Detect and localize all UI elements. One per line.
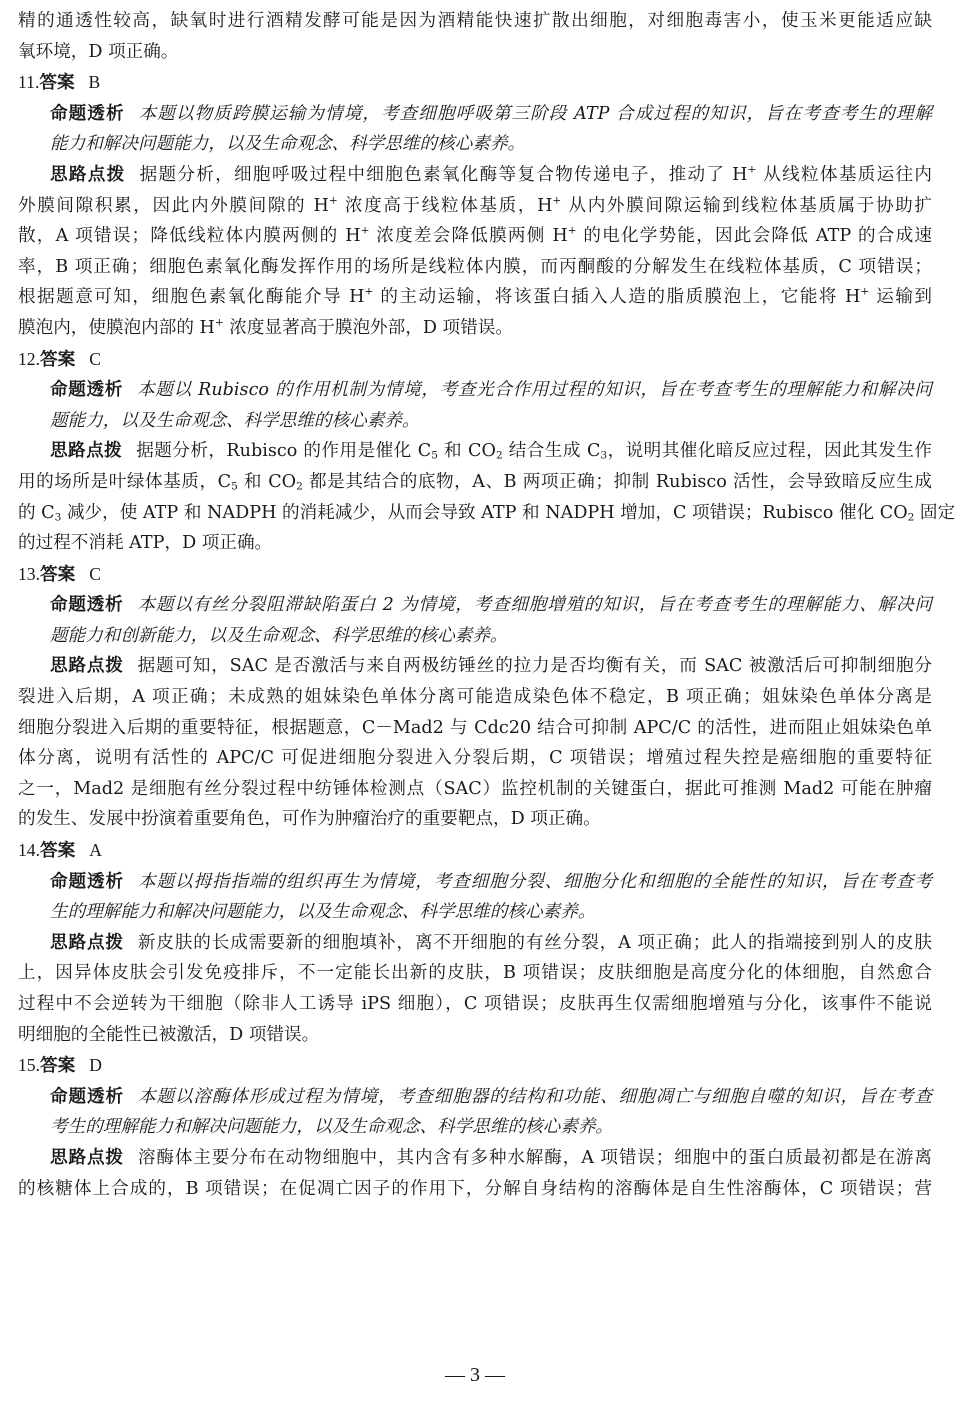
question-block-13 — [18, 559, 932, 835]
perspective-label: 命题透析 — [50, 595, 124, 616]
text-segment: 固定 — [914, 502, 955, 523]
text-segment: 的 C — [18, 502, 55, 523]
analysis-label: 思路点拨 — [50, 441, 123, 462]
perspective-text: 本题以拇指指端的组织再生为情境，考查细胞分裂、细胞分化和细胞的全能性的知识，旨在考查考 — [137, 871, 932, 892]
superscript: + — [567, 224, 577, 237]
analysis-line — [18, 743, 932, 774]
text-segment: 裂进入后期，A 项正确；未成熟的姐妹染色单体分离可能造成染色体不稳定，B 项正确；姐妹染色单体分离是 — [18, 687, 932, 708]
answer-heading — [18, 67, 932, 99]
analysis-line — [18, 313, 932, 344]
text-segment: 明细胞的全能性已被激活，D 项错误。 — [18, 1024, 320, 1045]
subscript: 2 — [296, 480, 303, 493]
answer-label: 答案 — [40, 841, 76, 862]
question-number: 13. — [18, 563, 40, 584]
analysis-line — [18, 528, 932, 559]
analysis-line — [18, 467, 932, 498]
text-segment: 和 CO — [237, 471, 297, 492]
perspective-line — [18, 375, 932, 406]
analysis-line — [18, 282, 932, 313]
text-segment: 散，A 项错误；降低线粒体内膜两侧的 H — [18, 226, 361, 247]
superscript: + — [552, 194, 562, 207]
answer-heading — [18, 559, 932, 591]
text-segment: 的核糖体上合成的，B 项错误；在促凋亡因子的作用下，分解自身结构的溶酶体是自生性溶酶体，C 项错误；营 — [18, 1178, 932, 1199]
analysis-line — [18, 252, 932, 283]
text-segment: 用的场所是叶绿体基质，C — [18, 471, 232, 492]
analysis-line — [18, 221, 932, 252]
question-block-12 — [18, 344, 955, 559]
perspective-label: 命题透析 — [50, 1086, 124, 1107]
perspective-text: 本题以物质跨膜运输为情境，考查细胞呼吸第三阶段 ATP 合成过程的知识，旨在考查考生的理解 — [138, 103, 932, 124]
question-number: 11. — [18, 72, 40, 93]
text-segment: 外膜间隙积累，因此内外膜间隙的 H — [18, 195, 329, 216]
text-segment: 浓度显著高于膜泡外部，D 项错误。 — [223, 317, 513, 338]
perspective-text: 生的理解能力和解决问题能力，以及生命观念、科学思维的核心素养。 — [50, 902, 596, 923]
subscript: 2 — [907, 511, 915, 524]
text-segment: 据题分析，细胞呼吸过程中细胞色素氧化酶等复合物传递电子，推动了 H — [139, 164, 748, 185]
analysis-line — [18, 989, 932, 1020]
text-segment: 的主动运输，将该蛋白插入人造的脂质膜泡上，它能将 H — [373, 287, 861, 308]
perspective-line — [18, 897, 932, 928]
text-segment: 的发生、发展中扮演着重要角色，可作为肿瘤治疗的重要靶点，D 项正确。 — [18, 809, 601, 830]
perspective-text: 题能力，以及生命观念、科学思维的核心素养。 — [50, 410, 420, 431]
superscript: + — [860, 285, 870, 298]
analysis-line — [18, 804, 932, 835]
subscript: 2 — [495, 449, 503, 462]
analysis-line — [18, 498, 955, 529]
analysis-label: 思路点拨 — [50, 1147, 124, 1168]
analysis-label: 思路点拨 — [50, 932, 124, 953]
superscript: + — [328, 194, 338, 207]
answer-label: 答案 — [40, 564, 76, 585]
perspective-line — [18, 129, 932, 160]
perspective-label: 命题透析 — [50, 871, 124, 892]
text-segment: ，说明其催化暗反应过程，因此其发生作 — [607, 441, 932, 462]
analysis-label: 思路点拨 — [50, 656, 124, 677]
text-segment: 从内外膜间隙运输到线粒体基质属于协助扩 — [561, 195, 932, 216]
answer-content — [18, 6, 955, 1204]
answer-label: 答案 — [40, 349, 76, 370]
answer-value: C — [89, 348, 101, 369]
text-segment: 率，B 项正确；细胞色素氧化酶发挥作用的场所是线粒体内膜，而丙酮酸的分解发生在线粒体基质，C 项错误； — [18, 256, 932, 277]
text-segment: 从线粒体基质运往内 — [756, 164, 932, 185]
perspective-line — [18, 590, 932, 621]
perspective-text: 考生的理解能力和解决问题能力，以及生命观念、科学思维的核心素养。 — [50, 1117, 614, 1138]
text-segment: 浓度差会降低膜两侧 H — [369, 226, 568, 247]
text-segment: 和 CO — [437, 441, 496, 462]
analysis-line — [18, 774, 932, 805]
perspective-label: 命题透析 — [50, 380, 124, 401]
text-segment: 体分离，说明有活性的 APC/C 可促进细胞分裂进入分裂后期，C 项错误；增殖过程失控是癌细胞的重要特征 — [18, 748, 932, 769]
text-segment: 运输到 — [869, 287, 933, 308]
analysis-line — [18, 160, 932, 191]
superscript: + — [364, 285, 374, 298]
analysis-line — [18, 682, 932, 713]
subscript: 3 — [600, 449, 608, 462]
perspective-line — [18, 621, 932, 652]
perspective-text: 本题以 Rubisco 的作用机制为情境，考查光合作用过程的知识，旨在考查考生的理解能力和解决问 — [137, 380, 932, 401]
answer-heading — [18, 1050, 932, 1082]
analysis-line — [18, 713, 932, 744]
question-block-15 — [18, 1050, 932, 1204]
text-segment: 据题可知，SAC 是否激活与来自两极纺锤丝的拉力是否均衡有关，而 SAC 被激活后可抑制细胞分 — [137, 656, 932, 677]
superscript: + — [747, 163, 757, 176]
text-segment: 据题分析，Rubisco 的作用是催化 C — [136, 441, 432, 462]
text-segment: 结合生成 C — [502, 441, 601, 462]
subscript: 5 — [431, 449, 438, 462]
page-number: — 3 — — [445, 1364, 505, 1386]
answer-heading — [18, 344, 932, 376]
superscript: + — [214, 316, 224, 329]
perspective-line — [18, 1112, 932, 1143]
text-segment: 新皮肤的长成需要新的细胞填补，离不开细胞的有丝分裂，A 项正确；此人的指端接到别人的皮肤 — [137, 932, 932, 953]
answer-value: B — [88, 72, 101, 93]
text-segment: 的过程不消耗 ATP，D 项正确。 — [18, 533, 273, 554]
question-number: 14. — [18, 840, 40, 861]
analysis-line — [18, 1174, 932, 1205]
perspective-line — [18, 99, 932, 130]
text-segment: 之一，Mad2 是细胞有丝分裂过程中纺锤体检测点（SAC）监控机制的关键蛋白，据此可推测 Mad2 可能在肿瘤 — [18, 778, 932, 799]
text-segment: 根据题意可知，细胞色素氧化酶能介导 H — [18, 287, 365, 308]
answer-value: C — [89, 563, 101, 584]
perspective-text: 本题以溶酶体形成过程为情境，考查细胞器的结构和功能、细胞凋亡与细胞自噬的知识，旨在考查 — [137, 1086, 932, 1107]
answer-heading — [18, 835, 932, 867]
perspective-text: 本题以有丝分裂阻滞缺陷蛋白 2 为情境，考查细胞增殖的知识，旨在考查考生的理解能力、解决问 — [137, 595, 932, 616]
analysis-line — [18, 958, 932, 989]
perspective-line — [18, 867, 932, 898]
answer-value: D — [89, 1055, 102, 1076]
subscript: 3 — [54, 511, 62, 524]
text-segment: 细胞分裂进入后期的重要特征，根据题意，C－Mad2 与 Cdc20 结合可抑制 APC/C 的活性，进而阻止姐妹染色单 — [18, 717, 932, 738]
analysis-line — [18, 928, 932, 959]
question-block-14 — [18, 835, 932, 1050]
question-number: 15. — [18, 1055, 40, 1076]
question-number: 12. — [18, 348, 40, 369]
text-segment: 浓度高于线粒体基质，H — [337, 195, 553, 216]
answer-value: A — [89, 840, 102, 861]
analysis-label: 思路点拨 — [50, 164, 126, 185]
question-block-11 — [18, 67, 932, 343]
perspective-text: 题能力和创新能力，以及生命观念、科学思维的核心素养。 — [50, 625, 508, 646]
analysis-line — [18, 191, 932, 222]
perspective-line — [18, 406, 932, 437]
perspective-line — [18, 1082, 932, 1113]
analysis-line — [18, 436, 932, 467]
answer-label: 答案 — [39, 73, 75, 94]
answer-label: 答案 — [40, 1056, 76, 1077]
analysis-line — [18, 1143, 932, 1174]
perspective-label: 命题透析 — [50, 103, 125, 124]
superscript: + — [360, 224, 370, 237]
intro-line: 精的通透性较高，缺氧时进行酒精发酵可能是因为酒精能快速扩散出细胞，对细胞毒害小，使玉米更能适应缺 — [18, 11, 932, 31]
text-segment: 上，因异体皮肤会引发免疫排斥，不一定能长出新的皮肤，B 项错误；皮肤细胞是高度分化的体细胞，自然愈合 — [18, 963, 932, 984]
text-segment: 减少，使 ATP 和 NADPH 的消耗减少，从而会导致 ATP 和 NADPH 增加，C 项错误；Rubisco 催化 CO — [61, 502, 908, 523]
perspective-text: 能力和解决问题能力，以及生命观念、科学思维的核心素养。 — [50, 134, 526, 155]
text-segment: 的电化学势能，因此会降低 ATP 的合成速 — [576, 226, 932, 247]
subscript: 5 — [231, 480, 238, 493]
text-segment: 都是其结合的底物，A、B 两项正确；抑制 Rubisco 活性，会导致暗反应生成 — [302, 471, 933, 492]
text-segment: 过程中不会逆转为干细胞（除非人工诱导 iPS 细胞），C 项错误；皮肤再生仅需细胞增殖与分化，该事件不能说 — [18, 994, 932, 1014]
text-segment: 溶酶体主要分布在动物细胞中，其内含有多种水解酶，A 项错误；细胞中的蛋白质最初都是在游离 — [137, 1147, 932, 1168]
text-segment: 膜泡内，使膜泡内部的 H — [18, 317, 215, 338]
analysis-line — [18, 651, 932, 682]
analysis-line — [18, 1020, 932, 1051]
intro-line: 氧环境，D 项正确。 — [18, 41, 179, 62]
